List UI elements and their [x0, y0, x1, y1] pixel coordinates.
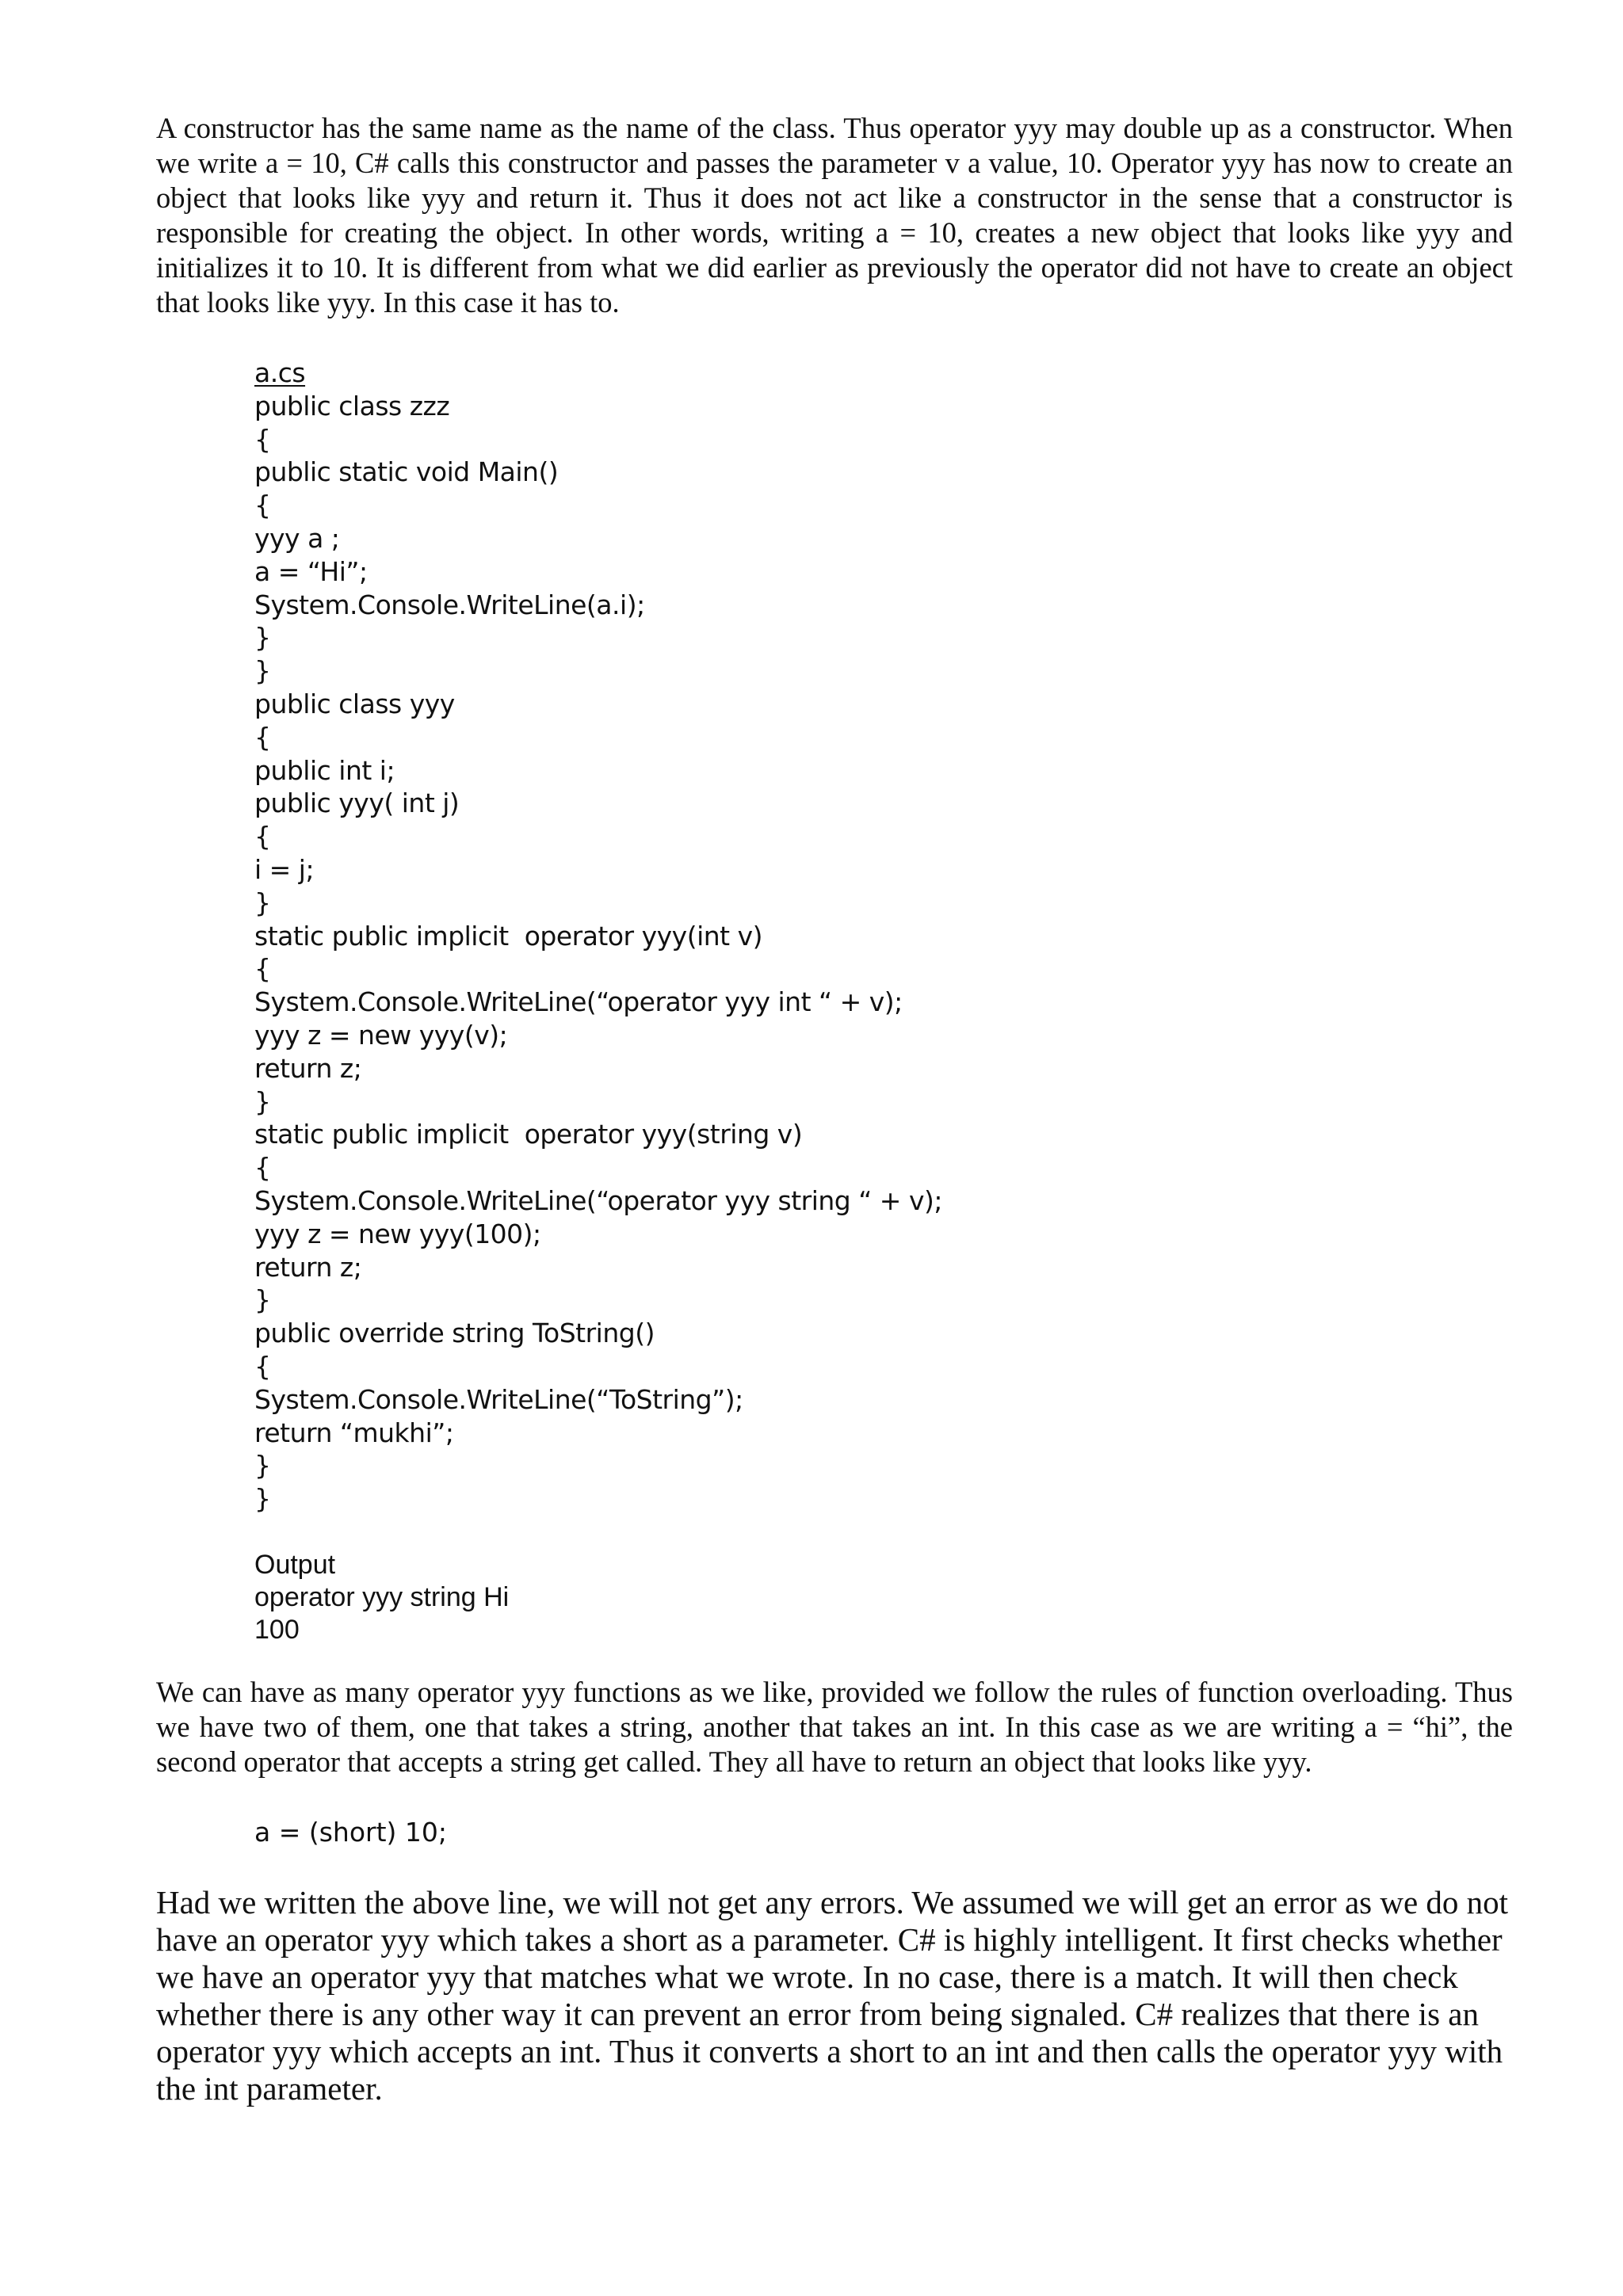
output-lines: [254, 1581, 1513, 1646]
output-line: 100: [254, 1614, 300, 1645]
code-listing: [254, 357, 1513, 1516]
code-line: static public implicit operator yyy(int v): [254, 920, 762, 952]
code-line: public override string ToString(): [254, 1318, 655, 1349]
code-line: i = j;: [254, 853, 315, 885]
code-line: {: [254, 821, 271, 852]
program-output: [254, 1549, 1513, 1646]
code-line: }: [254, 1284, 271, 1316]
conversion-paragraph: Had we written the above line, we will not get any errors. We assumed we will get an error as we do not have an operator yyy which takes a short as a parameter. C# is highly intelligent. It first checks whether we have an operator yyy that matches what we wrote. In no case, there is a match. It will then check whether there is any other way it can prevent an error from being signaled. C# realizes that there is an operator yyy which accepts an int. Thus it converts a short to an int and then calls the operator yyy with the int parameter.: [156, 1883, 1509, 2107]
code-line: {: [254, 1350, 271, 1382]
code-line: return z;: [254, 1052, 362, 1084]
code-line: {: [254, 423, 271, 455]
code-line: }: [254, 887, 271, 918]
code-line: {: [254, 490, 271, 521]
code-snippet: a = (short) 10;: [254, 1816, 448, 1848]
code-line: System.Console.WriteLine(“operator yyy int “ + v);: [254, 986, 903, 1018]
code-line: }: [254, 622, 271, 654]
code-line: static public implicit operator yyy(string v): [254, 1119, 803, 1150]
code-line: return z;: [254, 1251, 362, 1283]
code-line: yyy a ;: [254, 522, 340, 554]
code-line: }: [254, 1450, 271, 1482]
code-line: {: [254, 721, 271, 753]
code-line: a = “Hi”;: [254, 555, 368, 587]
code-line: public int i;: [254, 754, 395, 786]
code-line: public class zzz: [254, 390, 450, 421]
intro-paragraph: A constructor has the same name as the name of the class. Thus operator yyy may double up as a constructor. When we write a = 10, C# calls this constructor and passes the parameter v a value, 10. Operator yyy has now to create an object that looks like yyy and return it. Thus it does not act like a constructor in the sense that a constructor is responsible for creating the object. In other words, writing a = 10, creates a new object that looks like yyy and initializes it to 10. It is different from what we did earlier as previously the operator did not have to create an object that looks like yyy. In this case it has to.: [156, 112, 1513, 318]
code-line: {: [254, 1152, 271, 1184]
code-line: System.Console.WriteLine(a.i);: [254, 589, 645, 620]
code-line: {: [254, 953, 271, 985]
code-line: return “mukhi”;: [254, 1417, 454, 1448]
code-line: yyy z = new yyy(v);: [254, 1019, 508, 1051]
code-line: System.Console.WriteLine(“operator yyy string “ + v);: [254, 1184, 942, 1216]
code-line: }: [254, 1085, 271, 1117]
code-line: yyy z = new yyy(100);: [254, 1218, 541, 1249]
code-filename: a.cs: [254, 357, 306, 388]
output-heading: Output: [254, 1549, 336, 1580]
output-line: operator yyy string Hi: [254, 1581, 510, 1612]
code-line: public static void Main(): [254, 456, 559, 488]
code-line: }: [254, 1483, 271, 1515]
code-lines: [254, 390, 1513, 1516]
overloading-paragraph: We can have as many operator yyy functions as we like, provided we follow the rules of function overloading. Thus we have two of them, one that takes a string, another that takes an int. In this case as we are writing a = “hi”, the second operator that accepts a string get called. They all have to return an object that looks like yyy.: [156, 1675, 1513, 1778]
code-line: public class yyy: [254, 688, 455, 719]
document-page: [156, 111, 1513, 2107]
code-line: }: [254, 655, 271, 687]
code-line: System.Console.WriteLine(“ToString”);: [254, 1383, 743, 1415]
code-line: public yyy( int j): [254, 788, 460, 819]
